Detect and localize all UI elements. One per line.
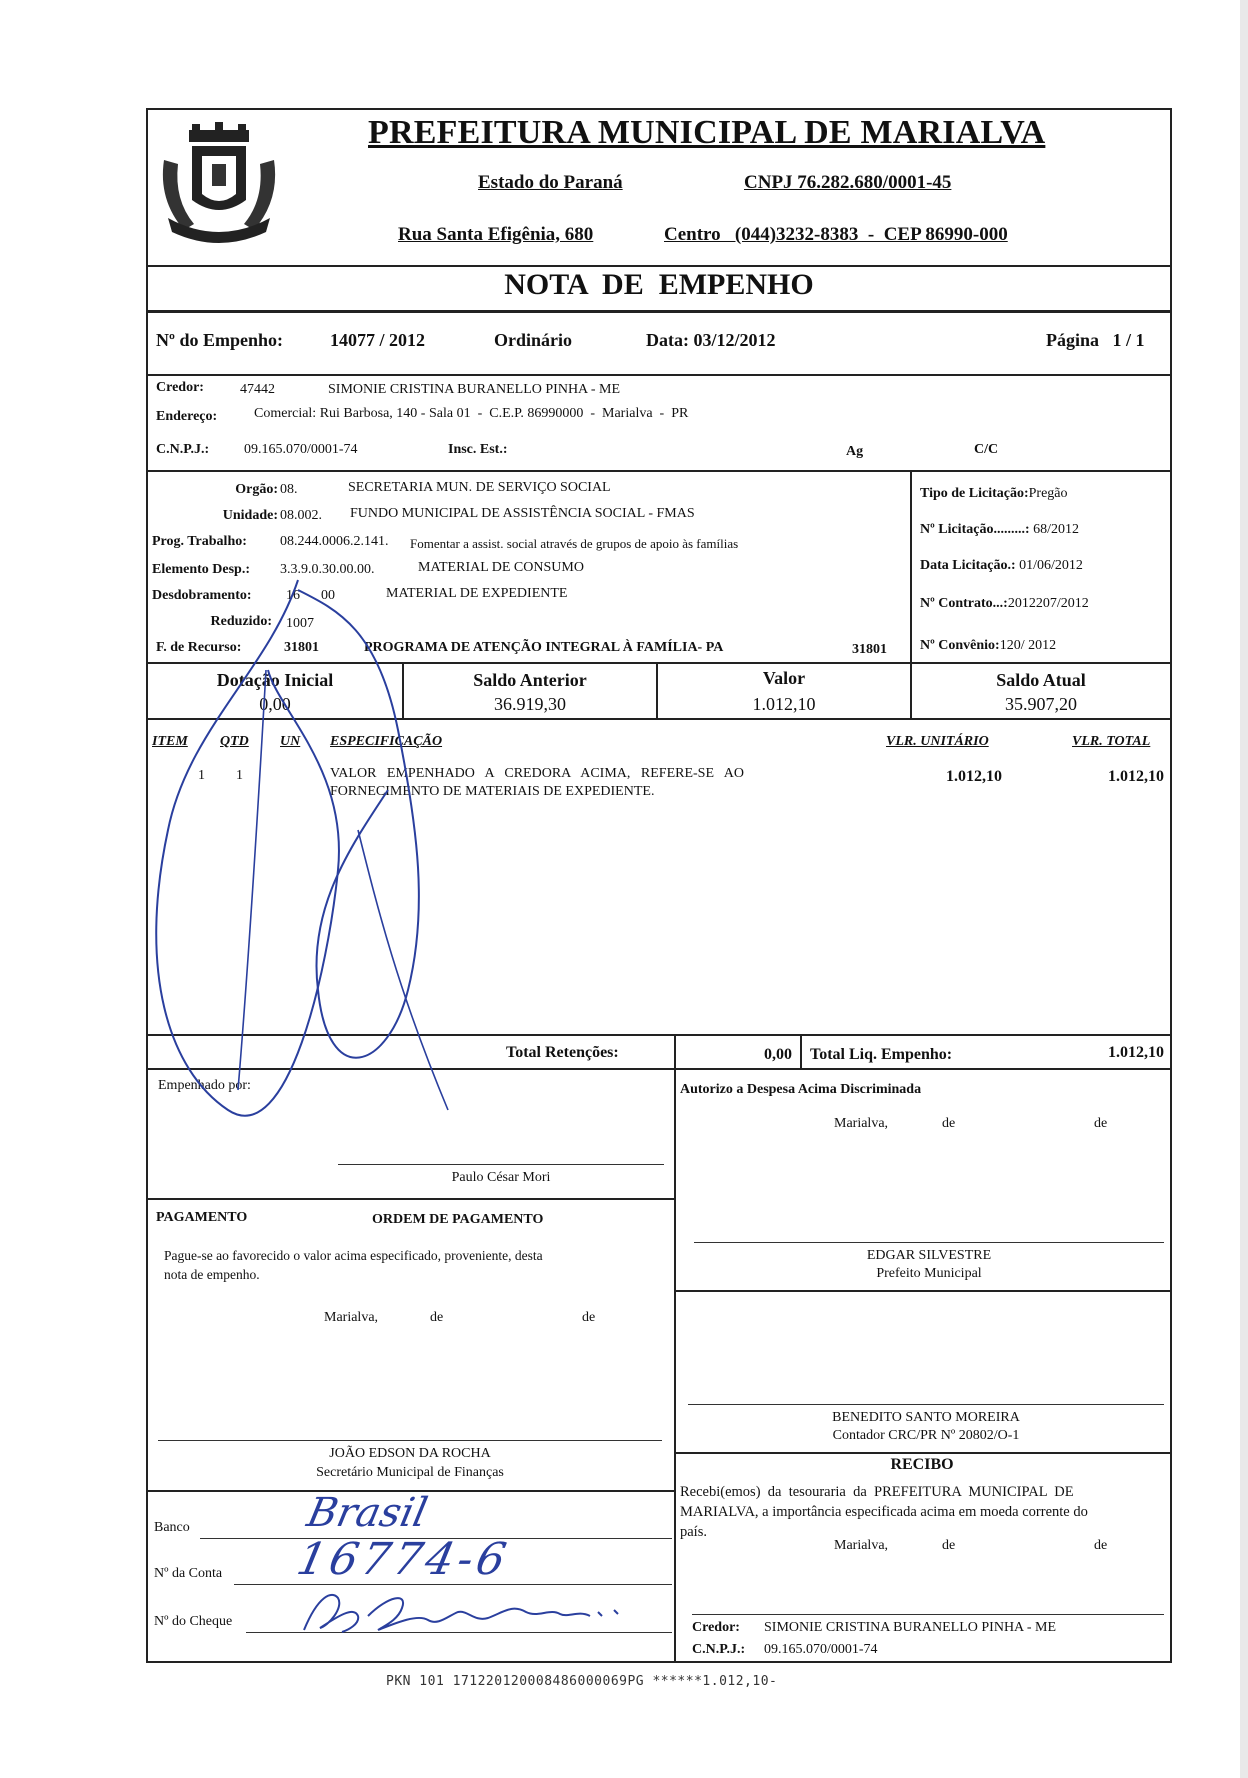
recibo-title: RECIBO: [890, 1456, 954, 1473]
saldo-atual-label: Saldo Atual: [996, 670, 1086, 690]
autorizo-de-1: de: [942, 1116, 956, 1131]
row-espec-line2: FORNECIMENTO DE MATERIAIS DE EXPEDIENTE.: [330, 784, 655, 799]
prog-code: 08.244.0006.2.141.: [280, 534, 389, 549]
orgao-code: 08.: [280, 482, 298, 497]
row-espec-line1: VALOR EMPENHADO A CREDORA ACIMA, REFERE-SE AO: [330, 766, 744, 781]
desdobramento-label: Desdobramento:: [152, 588, 252, 603]
total-retencoes-value: 0,00: [764, 1046, 792, 1063]
pagamento-label: PAGAMENTO: [156, 1210, 248, 1225]
ordem-pagamento-label: ORDEM DE PAGAMENTO: [372, 1212, 544, 1227]
credor-code: 47442: [240, 382, 275, 397]
recibo-line3: país.: [680, 1524, 707, 1540]
elemento-code: 3.3.9.0.30.00.00.: [280, 562, 375, 577]
pagamento-de-1: de: [430, 1310, 444, 1325]
recibo-de-2: de: [1094, 1538, 1108, 1553]
empenho-number-label: Nº do Empenho:: [156, 330, 283, 350]
recibo-cnpj-value: 09.165.070/0001-74: [764, 1642, 878, 1657]
cnpj-header: CNPJ 76.282.680/0001-45: [744, 172, 952, 193]
recurso-code: 31801: [284, 640, 319, 655]
dotacao-value: 0,00: [259, 694, 291, 714]
recibo-marialva: Marialva,: [834, 1538, 889, 1553]
cheque-signature: [298, 1586, 638, 1642]
cc-label: C/C: [974, 442, 999, 457]
empenho-document: [146, 108, 1172, 1663]
recibo-line1: Recebi(emos) da tesouraria da PREFEITURA MUNICIPAL DE: [680, 1484, 1074, 1500]
empenhado-por-label: Empenhado por:: [158, 1078, 251, 1093]
empenho-number: 14077 / 2012: [330, 330, 426, 350]
reduzido-code: 1007: [286, 616, 314, 631]
total-liquido-label: Total Liq. Empenho:: [810, 1046, 953, 1063]
footer-barcode: PKN 101 171220120008486000069PG ******1.012,10-: [386, 1674, 778, 1689]
autorizo-marialva: Marialva,: [834, 1116, 889, 1131]
cnpj-label: C.N.P.J.:: [156, 442, 210, 457]
pagamento-de-2: de: [582, 1310, 596, 1325]
prefeito-cargo: Prefeito Municipal: [876, 1266, 982, 1281]
saldo-anterior-value: 36.919,30: [494, 694, 566, 714]
unidade-label: Unidade:: [222, 508, 278, 523]
recibo-de-1: de: [942, 1538, 956, 1553]
col-item: ITEM: [152, 734, 188, 749]
valor-label: Valor: [762, 668, 806, 688]
recibo-credor-label: Credor:: [692, 1620, 740, 1635]
row-vlr-unit: 1.012,10: [946, 768, 1002, 785]
recurso-name: PROGRAMA DE ATENÇÃO INTEGRAL À FAMÍLIA- PA: [364, 640, 724, 655]
total-retencoes-label: Total Retenções:: [506, 1044, 619, 1061]
saldo-atual-value: 35.907,20: [1005, 694, 1077, 714]
prefeito-nome: EDGAR SILVESTRE: [866, 1248, 992, 1263]
col-vlr-unit: VLR. UNITÁRIO: [886, 734, 989, 749]
elemento-label: Elemento Desp.:: [152, 562, 250, 577]
conta-label: Nº da Conta: [154, 1566, 223, 1581]
state-label: Estado do Paraná: [478, 172, 623, 193]
banco-handwritten: Brasil: [303, 1490, 432, 1536]
convenio-num: Nº Convênio:120/ 2012: [920, 638, 1057, 653]
ag-label: Ag: [846, 444, 864, 459]
empenho-type: Ordinário: [494, 330, 573, 350]
page-number: Página 1 / 1: [1046, 330, 1145, 350]
credor-name: SIMONIE CRISTINA BURANELLO PINHA - ME: [328, 382, 621, 397]
recurso-code-right: 31801: [852, 642, 887, 657]
banco-label: Banco: [154, 1520, 190, 1535]
contador-nome: BENEDITO SANTO MOREIRA: [832, 1410, 1020, 1425]
col-un: UN: [280, 734, 301, 749]
empenhado-nome: Paulo César Mori: [451, 1170, 551, 1185]
recurso-label: F. de Recurso:: [156, 640, 242, 655]
cheque-label: Nº do Cheque: [154, 1614, 233, 1629]
unidade-code: 08.002.: [280, 508, 322, 523]
elemento-name: MATERIAL DE CONSUMO: [418, 560, 584, 575]
total-liquido-value: 1.012,10: [1108, 1044, 1164, 1061]
desdobramento-code: 16 00: [286, 588, 335, 603]
saldo-anterior-label: Saldo Anterior: [473, 670, 587, 690]
recibo-credor-name: SIMONIE CRISTINA BURANELLO PINHA - ME: [764, 1620, 1057, 1635]
recibo-line2: MARIALVA, a importância especificada acima em moeda corrente do: [680, 1504, 1088, 1520]
pagamento-marialva: Marialva,: [324, 1310, 379, 1325]
street-address: Rua Santa Efigênia, 680: [398, 224, 594, 245]
row-vlr-total: 1.012,10: [1108, 768, 1164, 785]
dotacao-label: Dotação Inicial: [216, 670, 334, 690]
contador-cargo: Contador CRC/PR Nº 20802/O-1: [832, 1428, 1020, 1443]
conta-handwritten: 16774-6: [292, 1534, 515, 1585]
address-contact: Centro (044)3232-8383 - CEP 86990-000: [664, 224, 1008, 245]
desdobramento-name: MATERIAL DE EXPEDIENTE: [386, 586, 568, 601]
doc-title: NOTA DE EMPENHO: [504, 268, 814, 301]
orgao-label: Orgão:: [235, 482, 278, 497]
prefeitura-title: PREFEITURA MUNICIPAL DE MARIALVA: [368, 114, 1046, 151]
row-item: 1: [198, 768, 205, 783]
unidade-name: FUNDO MUNICIPAL DE ASSISTÊNCIA SOCIAL - FMAS: [350, 506, 695, 521]
credor-label: Credor:: [156, 380, 204, 395]
row-qtd: 1: [236, 768, 243, 783]
secretario-cargo: Secretário Municipal de Finanças: [316, 1465, 504, 1480]
credor-address: Comercial: Rui Barbosa, 140 - Sala 01 - C.E.P. 86990000 - Marialva - PR: [254, 406, 689, 421]
orgao-name: SECRETARIA MUN. DE SERVIÇO SOCIAL: [348, 480, 611, 495]
autorizo-label: Autorizo a Despesa Acima Discriminada: [680, 1082, 922, 1097]
secretario-nome: JOÃO EDSON DA ROCHA: [329, 1446, 491, 1461]
prog-label: Prog. Trabalho:: [152, 534, 247, 549]
licitacao-tipo: Tipo de Licitação:Pregão: [920, 486, 1068, 501]
credor-cnpj: 09.165.070/0001-74: [244, 442, 358, 457]
licitacao-data: Data Licitação.: 01/06/2012: [920, 558, 1083, 573]
autorizo-de-2: de: [1094, 1116, 1108, 1131]
handwritten-signature-large: [148, 110, 1170, 1661]
reduzido-label: Reduzido:: [210, 614, 272, 629]
pague-se-line1: Pague-se ao favorecido o valor acima especificado, proveniente, desta: [164, 1248, 543, 1263]
licitacao-num: Nº Licitação.........: 68/2012: [920, 522, 1079, 537]
col-espec: ESPECIFICAÇÃO: [330, 734, 443, 749]
prog-name: Fomentar a assist. social através de grupos de apoio às famílias: [410, 536, 739, 551]
col-vlr-total: VLR. TOTAL: [1072, 734, 1151, 749]
page-edge: [1240, 0, 1248, 1778]
recibo-cnpj-label: C.N.P.J.:: [692, 1642, 746, 1657]
insc-label: Insc. Est.:: [448, 442, 508, 457]
col-qtd: QTD: [220, 734, 249, 749]
contrato-num: Nº Contrato...:2012207/2012: [920, 596, 1089, 611]
address-label: Endereço:: [156, 409, 218, 424]
valor-value: 1.012,10: [752, 694, 816, 714]
pague-se-line2: nota de empenho.: [164, 1267, 260, 1282]
empenho-date: Data: 03/12/2012: [646, 330, 776, 350]
